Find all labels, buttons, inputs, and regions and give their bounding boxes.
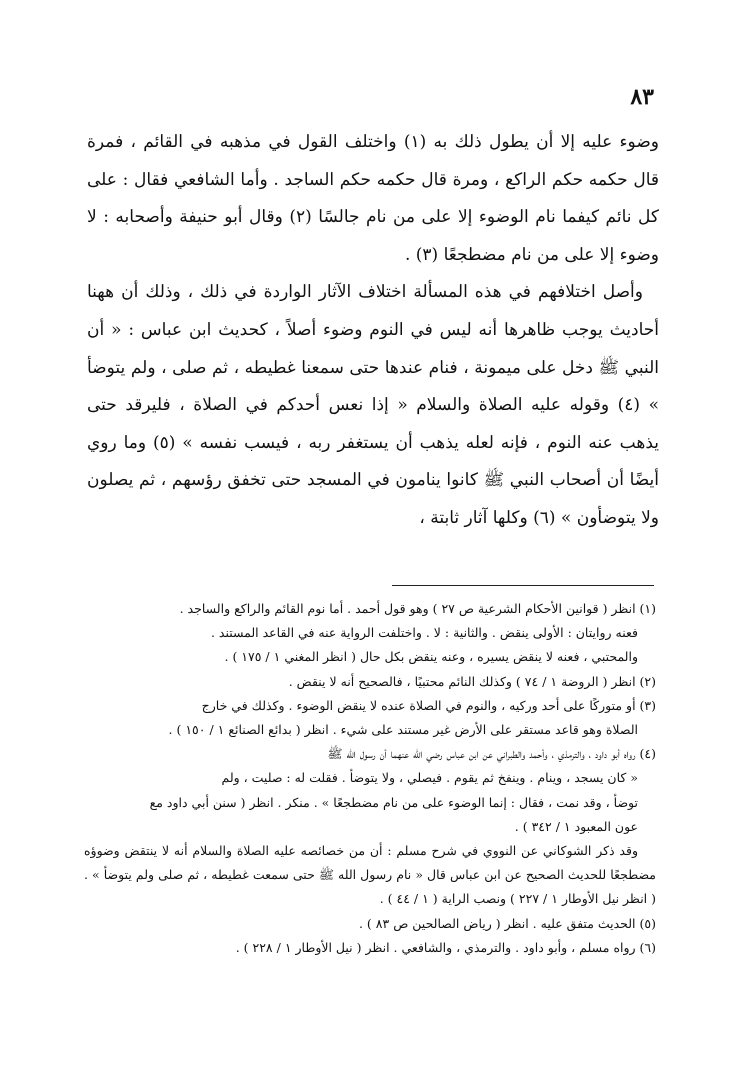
footnote-line: (٥) الحديث متفق عليه . انظر ( رياض الصالحين ص ٨٣ ) . [358,915,656,931]
footnote-line: (١) انظر ( قوانين الأحكام الشرعية ص ٢٧ ) وهو قول أحمد . أما نوم القائم والراكع والساجد . [179,601,656,616]
footnote-6 [84,936,656,960]
footnote-line: عون المعبود ١ / ٣٤٢ ) . [514,818,638,834]
footnote-line: توضأ ، وقد نمت ، فقال : إنما الوضوء على من نام مضطجعًا » . منكر . انظر ( سنن أبي داود مع [149,794,638,810]
page-number: ٨٣ [630,84,654,110]
footnote-line: الصلاة وهو قاعد مستقر على الأرض غير مستند على شيء . انظر ( بدائع الصنائع ١ / ١٥٠ ) . [168,722,638,738]
footnote-line: والمحتبي ، فعنه لا ينقض يسيره ، وعنه ينقض بكل حال ( انظر المغني ١ / ١٧٥ ) . [224,649,638,665]
footnote-line: فعنه روايتان : الأولى ينقض . والثانية : لا . واختلفت الرواية عنه في القاعد المستند . [210,625,638,641]
footnote-2 [84,670,656,694]
footnote-line: (٢) انظر ( الروضة ١ / ٧٤ ) وكذلك النائم محتبيًا ، فالصحيح أنه لا ينقض . [288,673,656,689]
footnote-line: (٣) أو متوركًا على أحد وركيه ، والنوم في الصلاة عنده لا ينقض الوضوء . وكذلك في خارج [201,697,656,713]
main-text [87,124,659,538]
footnote-line: (٤) رواه أبو داود ، والترمذي ، وأحمد والطبراني عن ابن عباس رضي الله عنهما أن رسول الله ﷺ [327,746,656,762]
footnote-3 [84,694,656,742]
main-paragraph: وضوء عليه إلا أن يطول ذلك به (١) واختلف القول في مذهبه في القائم ، فمرة قال حكمه حكم الراكع ، ومرة قال حكمه حكم الساجد . وأما الشافعي فقال : على كل نائم كيفما نام الوضوء إلا على من نام جالسًا (٢) وقال أبو حنيفة وأصحابه : لا وضوء إلا على من نام مضطجعًا (٣) . [87,132,659,265]
footnote-extra: وقد ذكر الشوكاني عن النووي في شرح مسلم : أن من خصائصه عليه الصلاة والسلام أنه لا ينتقض وضوؤه مضطجعًا للحديث الصحيح عن ابن عباس قال « نام رسول الله ﷺ حتى سمعت غطيطه ، ثم صلى ولم يتوضأ » . ( انظر نيل الأوطار ١ / ٢٢٧ ) ونصب الراية ( ١ / ٤٤ ) . [84,843,656,907]
main-paragraph: وأصل اختلافهم في هذه المسألة اختلاف الآثار الواردة في ذلك ، وذلك أن ههنا أحاديث يوجب ظاهرها أنه ليس في النوم وضوء أصلاً ، كحديث ابن عباس : « أن النبي ﷺ دخل على ميمونة ، فنام عندها حتى سمعنا غطيطه ، ثم صلى ، ولم يتوضأ » (٤) وقوله عليه الصلاة والسلام « إذا نعس أحدكم في الصلاة ، فليرقد حتى يذهب عنه النوم ، فإنه لعله يذهب أن يستغفر ربه ، فيسب نفسه » (٥) وما روي أيضًا أن أصحاب النبي ﷺ كانوا ينامون في المسجد حتى تخفق رؤسهم ، ثم يصلون ولا يتوضأون » (٦) وكلها آثار ثابتة ، [87,282,660,528]
footnote-line: (٦) رواه مسلم ، وأبو داود . والترمذي ، والشافعي . انظر ( نيل الأوطار ١ / ٢٢٨ ) . [235,939,656,955]
footnote-line: « كان يسجد ، وينام . وينفخ ثم يقوم . فيصلي ، ولا يتوضأ . فقلت له : صليت ، ولم [221,770,638,786]
footnote-1 [84,597,656,670]
footnote-4 [84,742,656,911]
footnote-5 [84,912,656,936]
footnote-divider [392,585,654,586]
footnotes [84,597,656,960]
